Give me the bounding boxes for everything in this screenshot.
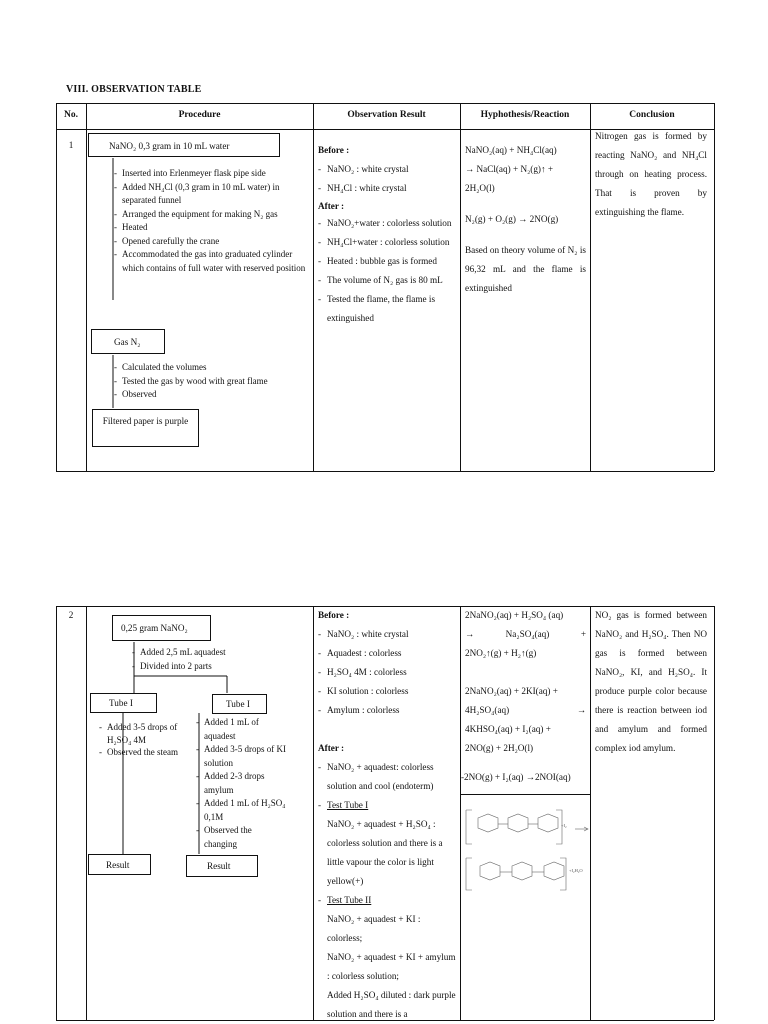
procedure-step: - Heated [114, 221, 306, 235]
gas-n2-box: Gas N₂ [91, 329, 165, 354]
obs-item: - Amylum : colorless [318, 701, 456, 720]
header-procedure: Procedure [178, 110, 221, 120]
tube-1-box: Tube I [90, 693, 157, 713]
header-reaction: Hyphothesis/Reaction [480, 110, 570, 120]
header-no: No. [64, 110, 78, 120]
obs-item: - Heated : bubble gas is formed [318, 252, 456, 271]
tube-2-box: Tube I [212, 694, 267, 714]
reaction-line: N₂(g) + O₂(g) → 2NO(g) [465, 214, 559, 224]
test-tube-1-title: Test Tube I [327, 800, 369, 810]
obs-item: NaNO₂ + aquadest + KI : colorless; [327, 914, 421, 943]
procedure-step: - Tested the gas by wood with great flame [114, 375, 309, 389]
procedure-step: - Calculated the volumes [114, 361, 309, 375]
procedure-start-box-2: 0,25 gram NaNO₂ [112, 615, 211, 641]
conclusion-2: NO₂ gas is formed between NaNO₂ and H₂SO₄. Then NO gas is formed between NaNO₂, KI, and H₂SO₄. It produce purple color because there is reaction between iod and amylum and formed complex iod amylum. [595, 610, 707, 753]
reaction-product: Na₂SO₄(aq) [505, 629, 550, 639]
procedure-step: - Added 3-5 drops of KI solution [196, 743, 286, 770]
procedure-step: - Added 3-5 drops of H₂SO₄ 4M [99, 721, 179, 746]
after-label: After : [318, 201, 345, 211]
reaction-arrow: → [576, 705, 586, 715]
procedure-step: - Observed the steam [99, 746, 179, 759]
procedure-step: - Inserted into Erlenmeyer flask pipe side [114, 167, 306, 181]
procedure-step: - Opened carefully the crane [114, 235, 306, 249]
obs-item: - NaNO₂ + aquadest: colorless solution and cool (endoterm) [318, 758, 456, 796]
before-label: Before : [318, 610, 350, 620]
obs-item: - Tested the flame, the flame is extinguished [318, 290, 456, 328]
test-tube-2-title: Test Tube II [327, 895, 372, 905]
procedure-step: - Added 1 mL of H₂SO₄ 0,1M [196, 797, 286, 824]
reaction-line: 2H₂O(l) [465, 183, 495, 193]
structure-label: +I₂H₂O [569, 868, 583, 873]
before-label: Before : [318, 145, 350, 155]
obs-item: - NaNO₂ : white crystal [318, 625, 456, 644]
procedure-step: - Observed the changing [196, 824, 286, 851]
procedure-step: - Arranged the equipment for making N₂ gas [114, 208, 306, 222]
procedure-step: - Observed [114, 388, 309, 402]
obs-item: - NH₄Cl : white crystal [318, 179, 456, 198]
reaction-line: → NaCl(aq) + N₂(g)↑ + [465, 164, 554, 174]
obs-item: Added H₂SO₄ diluted : dark purple solution and there is a [327, 990, 456, 1019]
reaction-note: Based on theory volume of N₂ is 96,32 mL and the flame is extinguished [465, 245, 586, 293]
reaction-line: NaNO₂(aq) + NH₄Cl(aq) [465, 145, 557, 155]
header-conclusion: Conclusion [629, 110, 675, 120]
reaction-line: 4KHSO₄(aq) + I₂(aq) + [465, 724, 551, 734]
reaction-plus: + [580, 629, 586, 639]
reaction-line: 2NaNO₂(aq) + 2KI(aq) + [465, 686, 558, 696]
conclusion-1: Nitrogen gas is formed by reacting NaNO₂ and NH₄Cl through on heating process. That is proven by extinguishing the flame. [595, 131, 707, 217]
reaction-line: 2NO₂↑(g) + H₂↑(g) [465, 648, 537, 658]
section-heading: VIII. OBSERVATION TABLE [66, 84, 202, 95]
reaction-line: 2NO(g) + 2H₂O(l) [465, 743, 534, 753]
after-label: After : [318, 743, 345, 753]
procedure-step: - Added 1 mL of aquadest [196, 716, 286, 743]
row-number: 2 [68, 610, 74, 620]
reaction-line: 2NaNO₂(aq) + H₂SO₄ (aq) [465, 610, 564, 620]
procedure-step: - Added NH₄Cl (0,3 gram in 10 mL water) in separated funnel [114, 181, 306, 208]
header-observation: Observation Result [347, 110, 426, 120]
obs-item: - KI solution : colorless [318, 682, 456, 701]
reaction-line: -2NO(g) + I₂(aq) →2NOI(aq) [461, 772, 571, 782]
reaction-reactant: 4H₂SO₄(aq) [465, 705, 510, 715]
row-number: 1 [68, 140, 74, 150]
obs-item: - NaNO₂+water : colorless solution [318, 214, 456, 233]
procedure-step: - Added 2,5 mL aquadest [132, 646, 307, 660]
result-box-1: Result [88, 854, 151, 875]
filtered-paper-box: Filtered paper is purple [92, 409, 199, 447]
procedure-start-box: NaNO₂ 0,3 gram in 10 mL water [88, 133, 280, 157]
reaction-arrow: → [465, 629, 475, 639]
obs-item: - H₂SO₄ 4M : colorless [318, 663, 456, 682]
obs-item: - NH₄Cl+water : colorless solution [318, 233, 456, 252]
structure-label: +I₂ [561, 823, 567, 828]
obs-item: NaNO₂ + aquadest + H₂SO₄ : colorless solution and there is a little vapour the color is light yellow(+) [327, 819, 443, 886]
result-box-2: Result [186, 855, 258, 877]
procedure-step: - Accommodated the gas into graduated cylinder which contains of full water with reserved position [114, 248, 306, 275]
obs-item: - NaNO₂ : white crystal [318, 160, 456, 179]
obs-item: - The volume of N₂ gas is 80 mL [318, 271, 456, 290]
obs-item: NaNO₂ + aquadest + KI + amylum : colorless solution; [327, 952, 456, 981]
procedure-step: - Divided into 2 parts [132, 660, 307, 674]
procedure-step: - Added 2-3 drops amylum [196, 770, 286, 797]
obs-item: - Aquadest : colorless [318, 644, 456, 663]
